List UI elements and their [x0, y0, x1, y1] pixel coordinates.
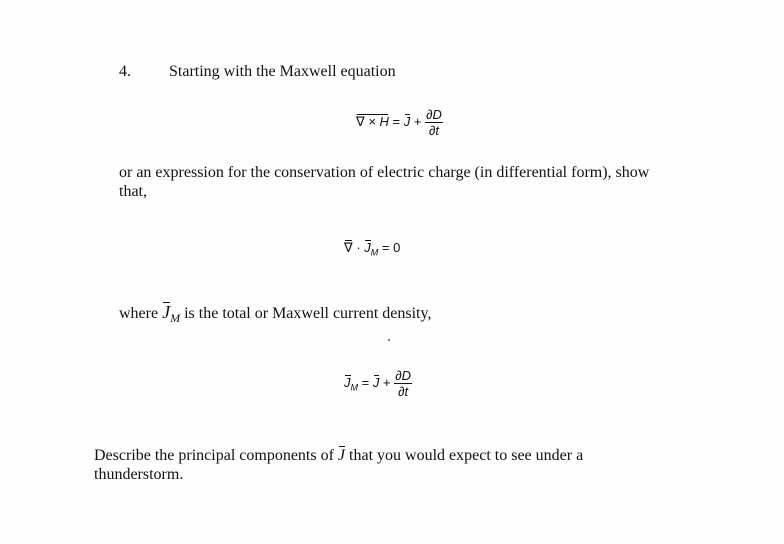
curl-operator: ∇ × H — [356, 113, 389, 129]
paragraph-thunderstorm — [94, 446, 634, 484]
describe-current-symbol: J — [337, 447, 346, 464]
where-subscript: M — [170, 311, 181, 326]
maxwell-current-equation — [344, 368, 412, 399]
fraction-denominator-2: ∂t — [398, 384, 409, 399]
subscript-m-2: M — [350, 382, 358, 393]
where-prefix: where — [119, 305, 159, 322]
describe-prefix: Describe the principal components of — [94, 447, 334, 464]
where-current-symbol: J — [162, 302, 171, 322]
displacement-current-fraction — [425, 107, 443, 138]
plus-sign: + — [413, 113, 422, 129]
dot-operator: · — [356, 240, 361, 255]
fraction-numerator: ∂D — [426, 107, 442, 122]
problem-number: 4. — [119, 63, 131, 80]
maxwell-current-symbol: J — [364, 240, 371, 255]
maxwell-current-symbol-2: J — [344, 374, 351, 390]
describe-suffix: that you would expect to see under a thunderstorm. — [94, 447, 584, 483]
problem-intro: Starting with the Maxwell equation — [169, 63, 396, 80]
equals-sign-2: = — [361, 374, 370, 390]
divergence-equation — [344, 240, 400, 258]
displacement-current-fraction-2 — [394, 368, 412, 399]
equals-sign: = — [392, 113, 401, 129]
equals-zero: = 0 — [381, 240, 401, 255]
stray-mark — [388, 339, 390, 341]
current-density-symbol-2: J — [372, 374, 380, 390]
fraction-denominator: ∂t — [428, 123, 440, 138]
plus-sign-2: + — [382, 374, 391, 390]
maxwell-equation — [356, 107, 443, 138]
nabla-symbol: ∇ — [344, 240, 353, 255]
fraction-numerator-2: ∂D — [395, 368, 411, 383]
current-density-symbol: J — [403, 113, 411, 129]
where-line — [119, 302, 431, 328]
paragraph-conservation: or an expression for the conservation of electric charge (in differential form), show that, — [119, 164, 650, 200]
subscript-m: M — [370, 247, 379, 258]
where-suffix: is the total or Maxwell current density, — [184, 305, 432, 322]
